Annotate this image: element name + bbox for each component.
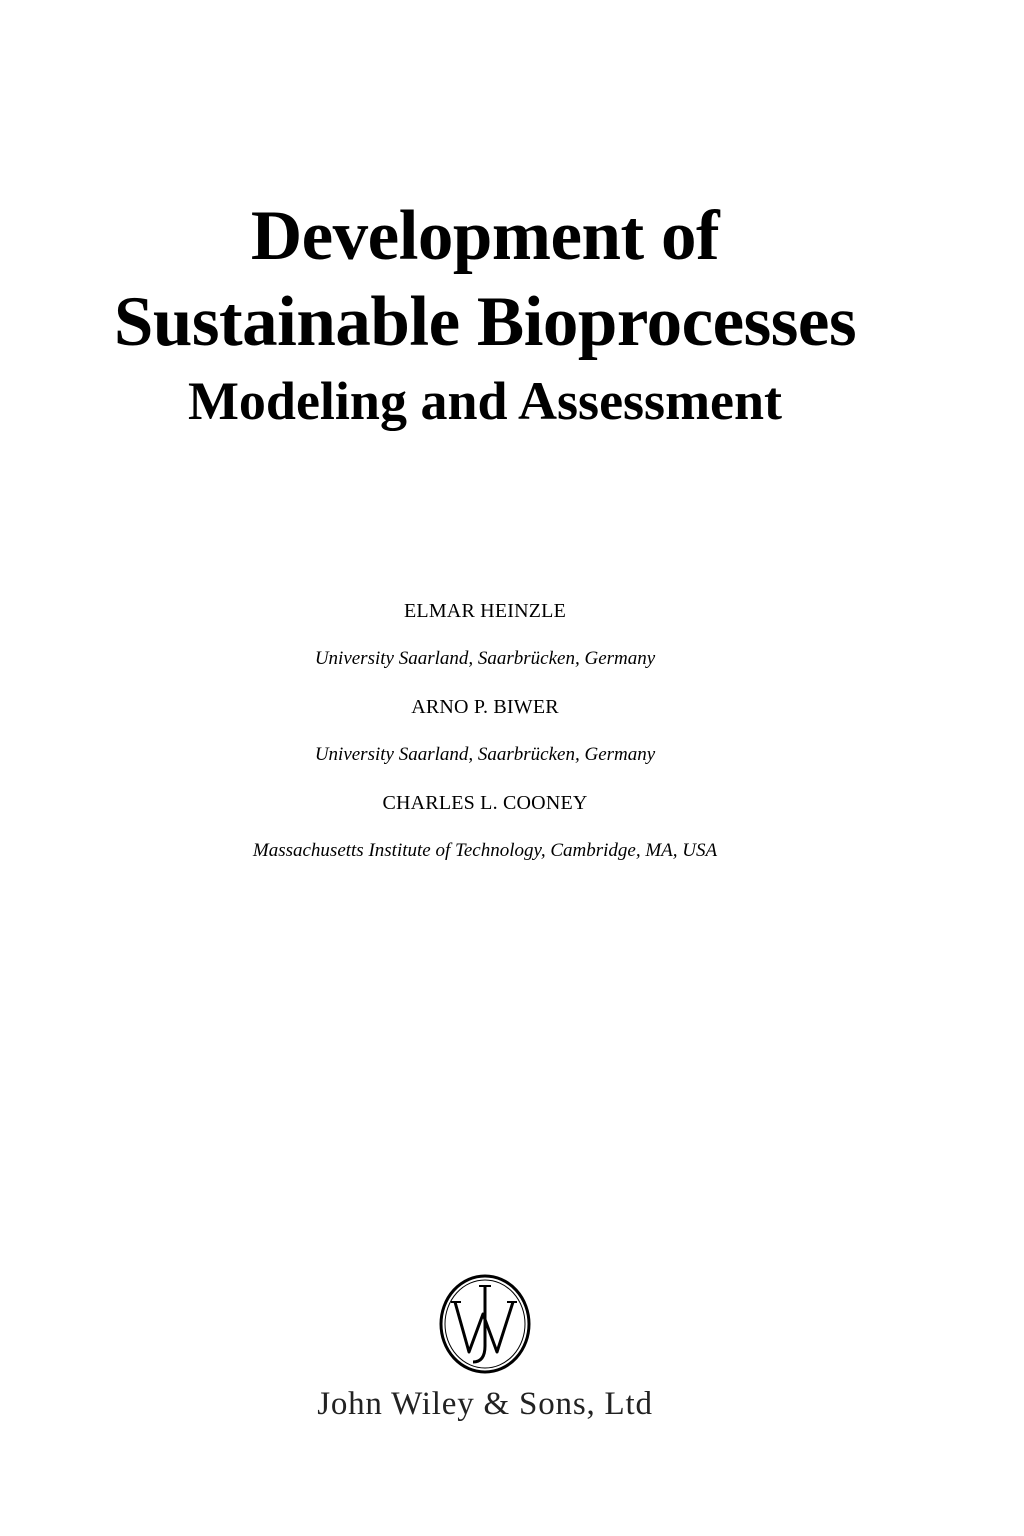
author-name: ELMAR HEINZLE — [403, 600, 566, 622]
author-name: ARNO P. BIWER — [411, 696, 559, 718]
author-name: CHARLES L. COONEY — [382, 792, 588, 814]
title-line-2: Sustainable Bioprocesses — [113, 283, 857, 361]
wiley-logo-icon — [437, 1272, 533, 1376]
author-list — [0, 597, 970, 885]
book-subtitle: Modeling and Assessment — [187, 371, 783, 431]
publisher-name: John Wiley & Sons, Ltd — [317, 1386, 653, 1422]
title-line-1: Development of — [250, 197, 720, 275]
author-affiliation: University Saarland, Saarbrücken, Germany — [314, 648, 656, 669]
publisher-block — [0, 1272, 970, 1424]
book-title — [0, 193, 970, 433]
author-affiliation: University Saarland, Saarbrücken, Germany — [314, 744, 656, 765]
author-affiliation: Massachusetts Institute of Technology, Cambridge, MA, USA — [252, 840, 718, 861]
